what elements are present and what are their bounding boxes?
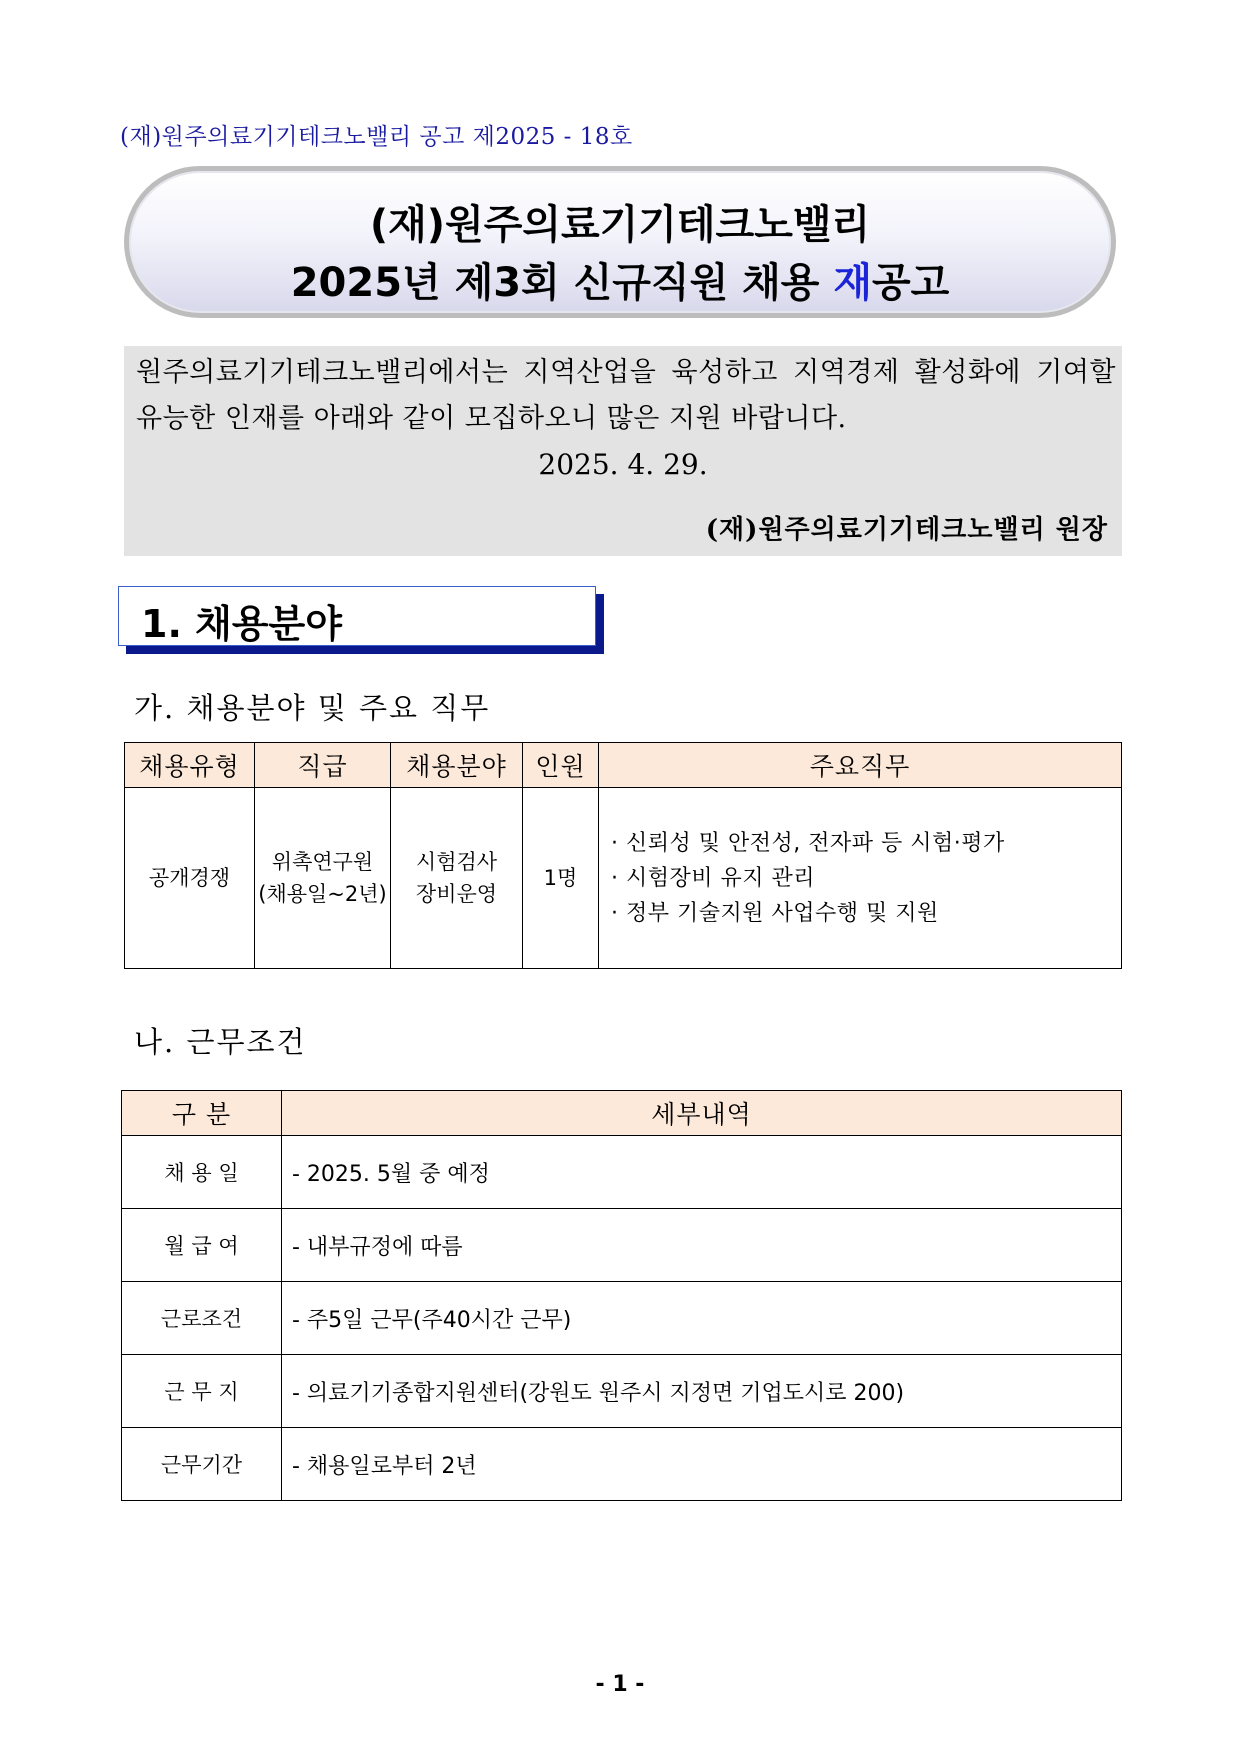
header-cell: 주요직무	[599, 743, 1122, 788]
recruit-type-cell: 공개경쟁	[125, 788, 255, 969]
conditions-table-header	[122, 1091, 1122, 1136]
rank-period: (채용일~2년)	[258, 882, 387, 906]
title-banner	[124, 166, 1116, 318]
table-row	[122, 1209, 1122, 1282]
rank-cell	[255, 788, 391, 969]
recruit-table	[124, 742, 1122, 969]
header-cell: 인원	[523, 743, 599, 788]
conditions-table	[121, 1090, 1122, 1501]
table-row	[122, 1355, 1122, 1428]
condition-label: 채 용 일	[122, 1136, 282, 1209]
header-cell: 세부내역	[282, 1091, 1122, 1136]
title-line-2	[129, 251, 1111, 308]
field-cell	[391, 788, 523, 969]
field-line: 시험검사	[415, 850, 498, 874]
header-cell: 직급	[255, 743, 391, 788]
headcount-cell: 1명	[523, 788, 599, 969]
intro-text: 원주의료기기테크노밸리에서는 지역산업을 육성하고 지역경제 활성화에 기여할 유능한 인재를 아래와 같이 모집하오니 많은 지원 바랍니다.	[136, 357, 1116, 434]
duty-item: · 시험장비 유지 관리	[611, 865, 815, 891]
intro-box	[124, 346, 1122, 556]
section-heading	[118, 586, 596, 646]
condition-label: 월 급 여	[122, 1209, 282, 1282]
notice-number: (재)원주의료기기테크노밸리 공고 제2025 - 18호	[120, 124, 633, 150]
title-accent: 재	[833, 260, 872, 306]
field-line: 장비운영	[415, 882, 498, 906]
condition-value: - 내부규정에 따름	[282, 1209, 1122, 1282]
subheading-conditions: 나. 근무조건	[134, 1025, 307, 1059]
duty-item: · 신뢰성 및 안전성, 전자파 등 시험·평가	[611, 830, 1005, 856]
recruit-table-header	[125, 743, 1122, 788]
title-prefix: 2025년 제3회 신규직원 채용	[290, 260, 834, 306]
header-cell: 채용분야	[391, 743, 523, 788]
condition-value: - 주5일 근무(주40시간 근무)	[282, 1282, 1122, 1355]
table-row	[125, 788, 1122, 969]
header-cell: 채용유형	[125, 743, 255, 788]
condition-label: 근무기간	[122, 1428, 282, 1501]
condition-label: 근로조건	[122, 1282, 282, 1355]
condition-value: - 채용일로부터 2년	[282, 1428, 1122, 1501]
table-row	[122, 1282, 1122, 1355]
subheading-recruit-field: 가. 채용분야 및 주요 직무	[134, 691, 491, 725]
title-suffix: 공고	[871, 260, 950, 306]
duty-item: · 정부 기술지원 사업수행 및 지원	[611, 900, 939, 926]
condition-value: - 의료기기종합지원센터(강원도 원주시 지정면 기업도시로 200)	[282, 1355, 1122, 1428]
table-row	[122, 1428, 1122, 1501]
condition-value: - 2025. 5월 중 예정	[282, 1136, 1122, 1209]
rank-title: 위촉연구원	[271, 850, 374, 874]
header-cell: 구 분	[122, 1091, 282, 1136]
intro-date: 2025. 4. 29.	[538, 448, 708, 481]
condition-label: 근 무 지	[122, 1355, 282, 1428]
section-title: 1. 채용분야	[141, 602, 342, 646]
duties-cell	[599, 788, 1122, 969]
intro-signature: (재)원주의료기기테크노밸리 원장	[705, 515, 1108, 545]
page-number: - 1 -	[595, 1672, 645, 1697]
title-line-1: (재)원주의료기기테크노밸리	[369, 202, 871, 248]
table-row	[122, 1136, 1122, 1209]
